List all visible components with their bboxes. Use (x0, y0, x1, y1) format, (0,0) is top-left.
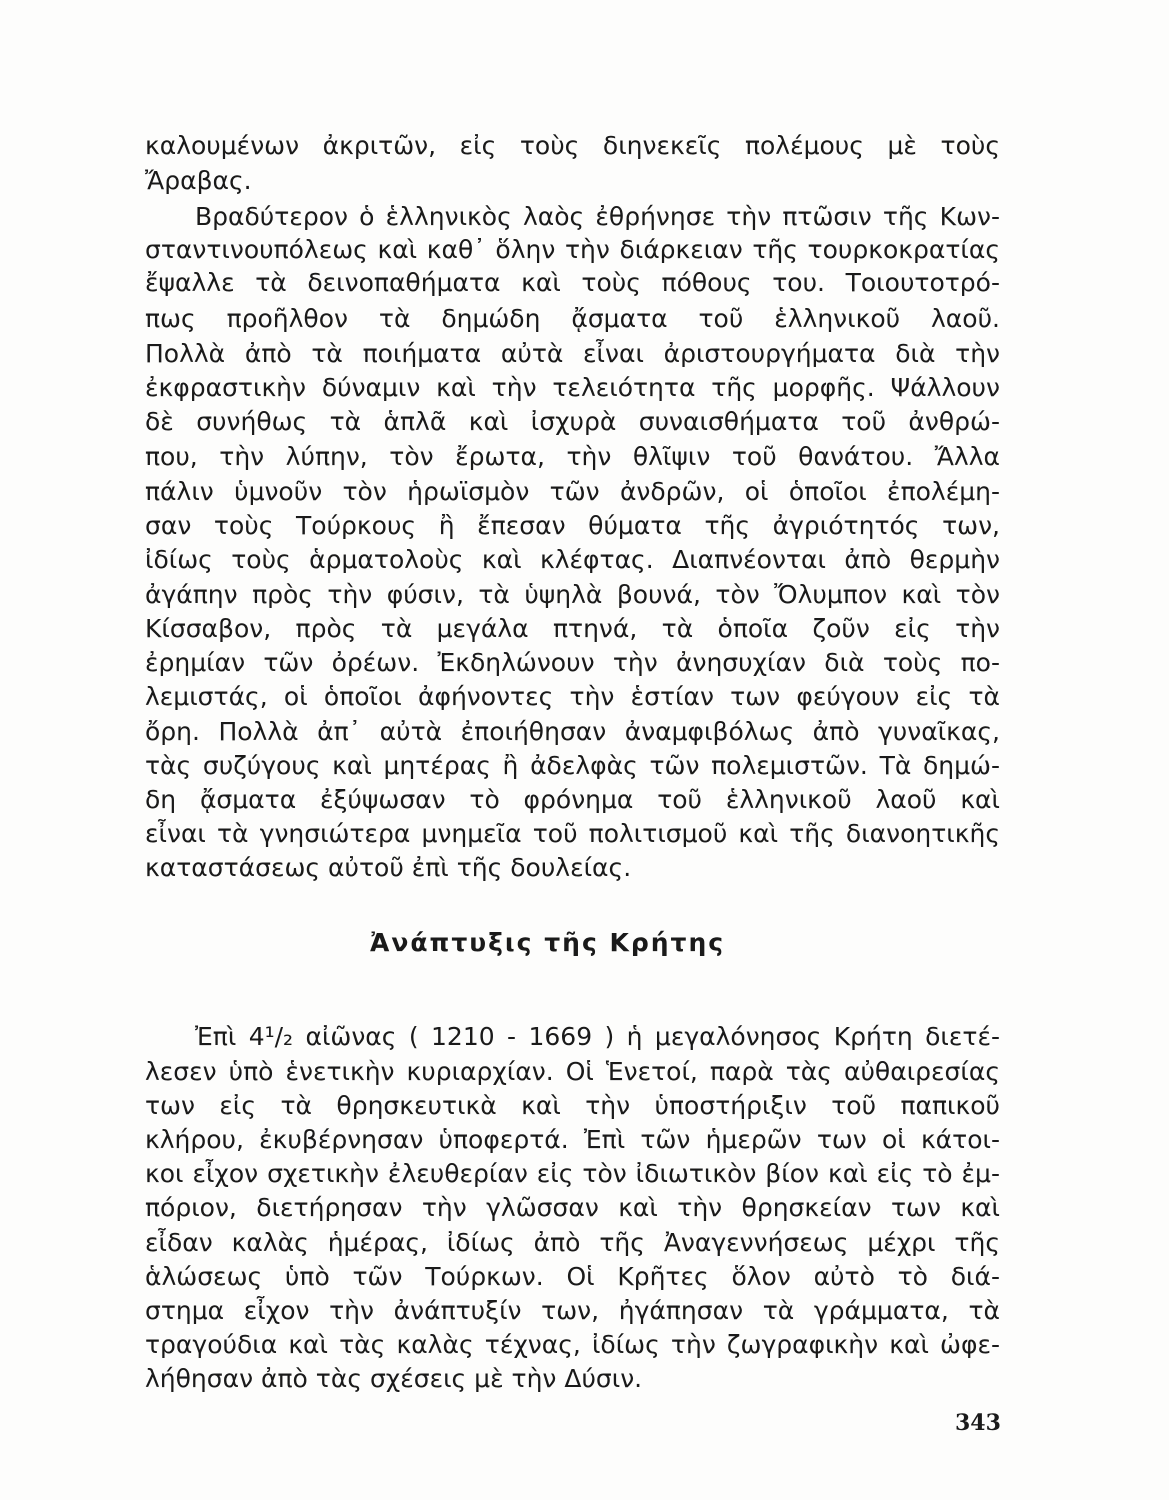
text-line: κοι εἶχον σχετικὴν ἐλευθερίαν εἰς τὸν ἰδιωτικὸν βίον καὶ εἰς τὸ ἐμ- (145, 1159, 1000, 1188)
text-line: πάλιν ὑμνοῦν τὸν ἡρωϊσμὸν τῶν ἀνδρῶν, οἱ ὁποῖοι ἐπολέμη- (145, 477, 1000, 506)
text-line: σταντινουπόλεως καὶ καθ᾿ ὅλην τὴν διάρκειαν τῆς τουρκοκρατίας (145, 235, 1000, 264)
text-line: Βραδύτερον ὁ ἑλληνικὸς λαὸς ἐθρήνησε τὴν πτῶσιν τῆς Κων- (195, 202, 1000, 231)
text-line: δη ᾄσματα ἐξύψωσαν τὸ φρόνημα τοῦ ἑλληνικοῦ λαοῦ καὶ (145, 785, 1000, 814)
text-line: ἰδίως τοὺς ἁρματολοὺς καὶ κλέφτας. Διαπνέονται ἀπὸ θερμὴν (145, 545, 1000, 574)
text-line: κλήρου, ἐκυβέρνησαν ὑποφερτά. Ἐπὶ τῶν ἡμερῶν των οἱ κάτοι- (145, 1125, 1000, 1154)
text-line: Κίσσαβον, πρὸς τὰ μεγάλα πτηνά, τὰ ὁποῖα ζοῦν εἰς τὴν (145, 614, 1000, 643)
text-line: ἐρημίαν τῶν ὀρέων. Ἐκδηλώνουν τὴν ἀνησυχίαν διὰ τοὺς πο- (145, 648, 1000, 677)
text-line: λεσεν ὑπὸ ἑνετικὴν κυριαρχίαν. Οἱ Ἑνετοί, παρὰ τὰς αὐθαιρεσίας (145, 1057, 1000, 1086)
text-line: δὲ συνήθως τὰ ἁπλᾶ καὶ ἰσχυρὰ συναισθήματα τοῦ ἀνθρώ- (145, 407, 1000, 436)
text-line: καταστάσεως αὐτοῦ ἐπὶ τῆς δουλείας. (145, 853, 632, 882)
text-line: εἶναι τὰ γνησιώτερα μνημεῖα τοῦ πολιτισμοῦ καὶ τῆς διανοητικῆς (145, 819, 1000, 848)
text-line: πως προῆλθον τὰ δημώδη ᾄσματα τοῦ ἑλληνικοῦ λαοῦ. (145, 304, 1000, 333)
text-line: τὰς συζύγους καὶ μητέρας ἢ ἀδελφὰς τῶν πολεμιστῶν. Τὰ δημώ- (145, 751, 1000, 780)
text-line: καλουμένων ἀκριτῶν, εἰς τοὺς διηνεκεῖς πολέμους μὲ τοὺς (145, 131, 1000, 160)
text-line: σαν τοὺς Τούρκους ἢ ἔπεσαν θύματα τῆς ἀγριότητός των, (145, 511, 1000, 540)
text-line: των εἰς τὰ θρησκευτικὰ καὶ τὴν ὑποστήριξιν τοῦ παπικοῦ (145, 1091, 1000, 1120)
page-number: 343 (955, 1410, 1001, 1436)
text-line: ἐκφραστικὴν δύναμιν καὶ τὴν τελειότητα τῆς μορφῆς. Ψάλλουν (145, 373, 1000, 402)
text-line: στημα εἶχον τὴν ἀνάπτυξίν των, ἠγάπησαν τὰ γράμματα, τὰ (145, 1296, 1000, 1325)
section-heading: Ἀνάπτυξις τῆς Κρήτης (370, 928, 726, 957)
text-line: Ἐπὶ 4¹/₂ αἰῶνας ( 1210 - 1669 ) ἡ μεγαλόνησος Κρήτη διετέ- (195, 1022, 1000, 1051)
text-line: λεμιστάς, οἱ ὁποῖοι ἀφήνοντες τὴν ἑστίαν των φεύγουν εἰς τὰ (145, 682, 1000, 711)
text-line: πόριον, διετήρησαν τὴν γλῶσσαν καὶ τὴν θρησκείαν των καὶ (145, 1193, 1000, 1222)
text-line: ἀγάπην πρὸς τὴν φύσιν, τὰ ὑψηλὰ βουνά, τὸν Ὄλυμπον καὶ τὸν (145, 580, 1000, 609)
text-line: ἔψαλλε τὰ δεινοπαθήματα καὶ τοὺς πόθους του. Τοιουτοτρό- (145, 268, 1000, 297)
text-line: ὄρη. Πολλὰ ἀπ᾿ αὐτὰ ἐποιήθησαν ἀναμφιβόλως ἀπὸ γυναῖκας, (145, 717, 1000, 746)
text-line: Ἄραβας. (145, 166, 252, 195)
text-line: λήθησαν ἀπὸ τὰς σχέσεις μὲ τὴν Δύσιν. (145, 1364, 643, 1393)
text-line: τραγούδια καὶ τὰς καλὰς τέχνας, ἰδίως τὴν ζωγραφικὴν καὶ ὠφε- (145, 1330, 1000, 1359)
text-line: Πολλὰ ἀπὸ τὰ ποιήματα αὐτὰ εἶναι ἀριστουργήματα διὰ τὴν (145, 339, 1000, 368)
text-line: που, τὴν λύπην, τὸν ἔρωτα, τὴν θλῖψιν τοῦ θανάτου. Ἄλλα (145, 442, 1000, 471)
text-line: ἁλώσεως ὑπὸ τῶν Τούρκων. Οἱ Κρῆτες ὅλον αὐτὸ τὸ διά- (145, 1262, 1000, 1291)
text-line: εἶδαν καλὰς ἡμέρας, ἰδίως ἀπὸ τῆς Ἀναγεννήσεως μέχρι τῆς (145, 1228, 1000, 1257)
